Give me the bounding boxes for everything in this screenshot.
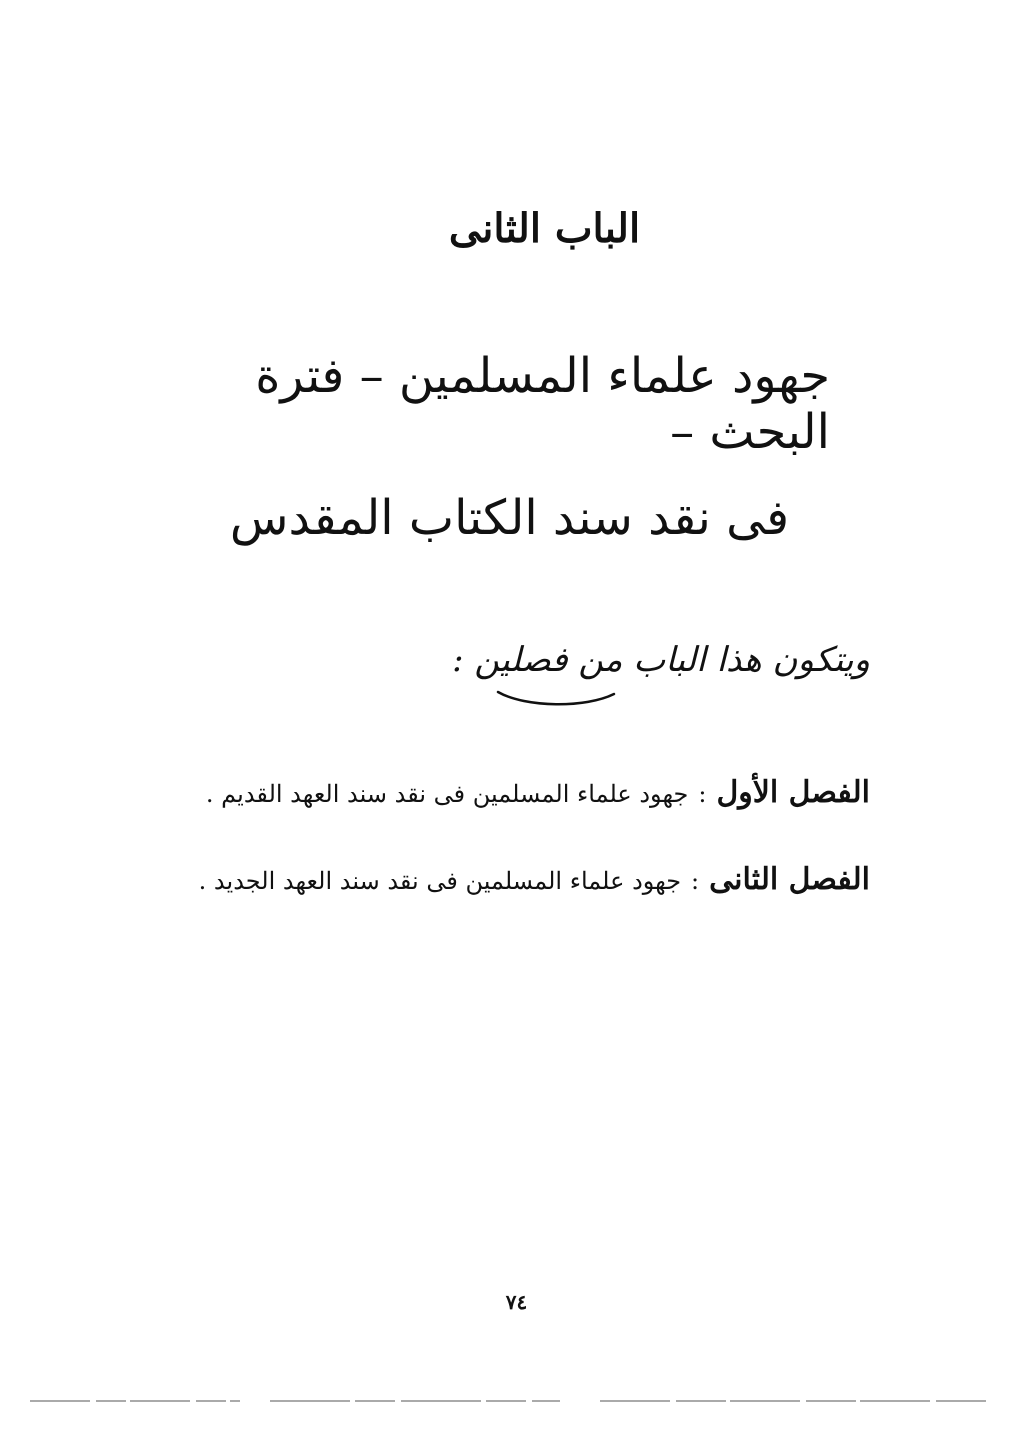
part-title-line-1: جهود علماء المسلمين – فترة البحث – — [255, 348, 830, 460]
part-heading: الباب الثانى — [448, 205, 641, 252]
chapter-entry-2 — [150, 862, 870, 897]
chapter-2-label: الفصل الثانى — [709, 862, 870, 897]
page-number: ٧٤ — [505, 1290, 528, 1314]
chapter-2-text: جهود علماء المسلمين فى نقد سند العهد الجديد . — [198, 867, 682, 895]
chapter-1-separator: : — [698, 780, 707, 808]
chapter-1-text: جهود علماء المسلمين فى نقد سند العهد القديم . — [205, 780, 689, 808]
chapter-2-separator: : — [691, 867, 700, 895]
part-title-line-2-text: فى نقد سند الكتاب المقدس — [229, 490, 790, 546]
chapter-1-label: الفصل الأول — [716, 775, 870, 810]
scan-edge-line — [0, 1400, 1019, 1402]
part-title-line-2 — [0, 490, 1019, 546]
calligraphic-flourish — [496, 688, 616, 706]
chapter-entry-1 — [150, 775, 870, 810]
intro-text: ويتكون هذا الباب من فصلين : — [452, 640, 870, 680]
